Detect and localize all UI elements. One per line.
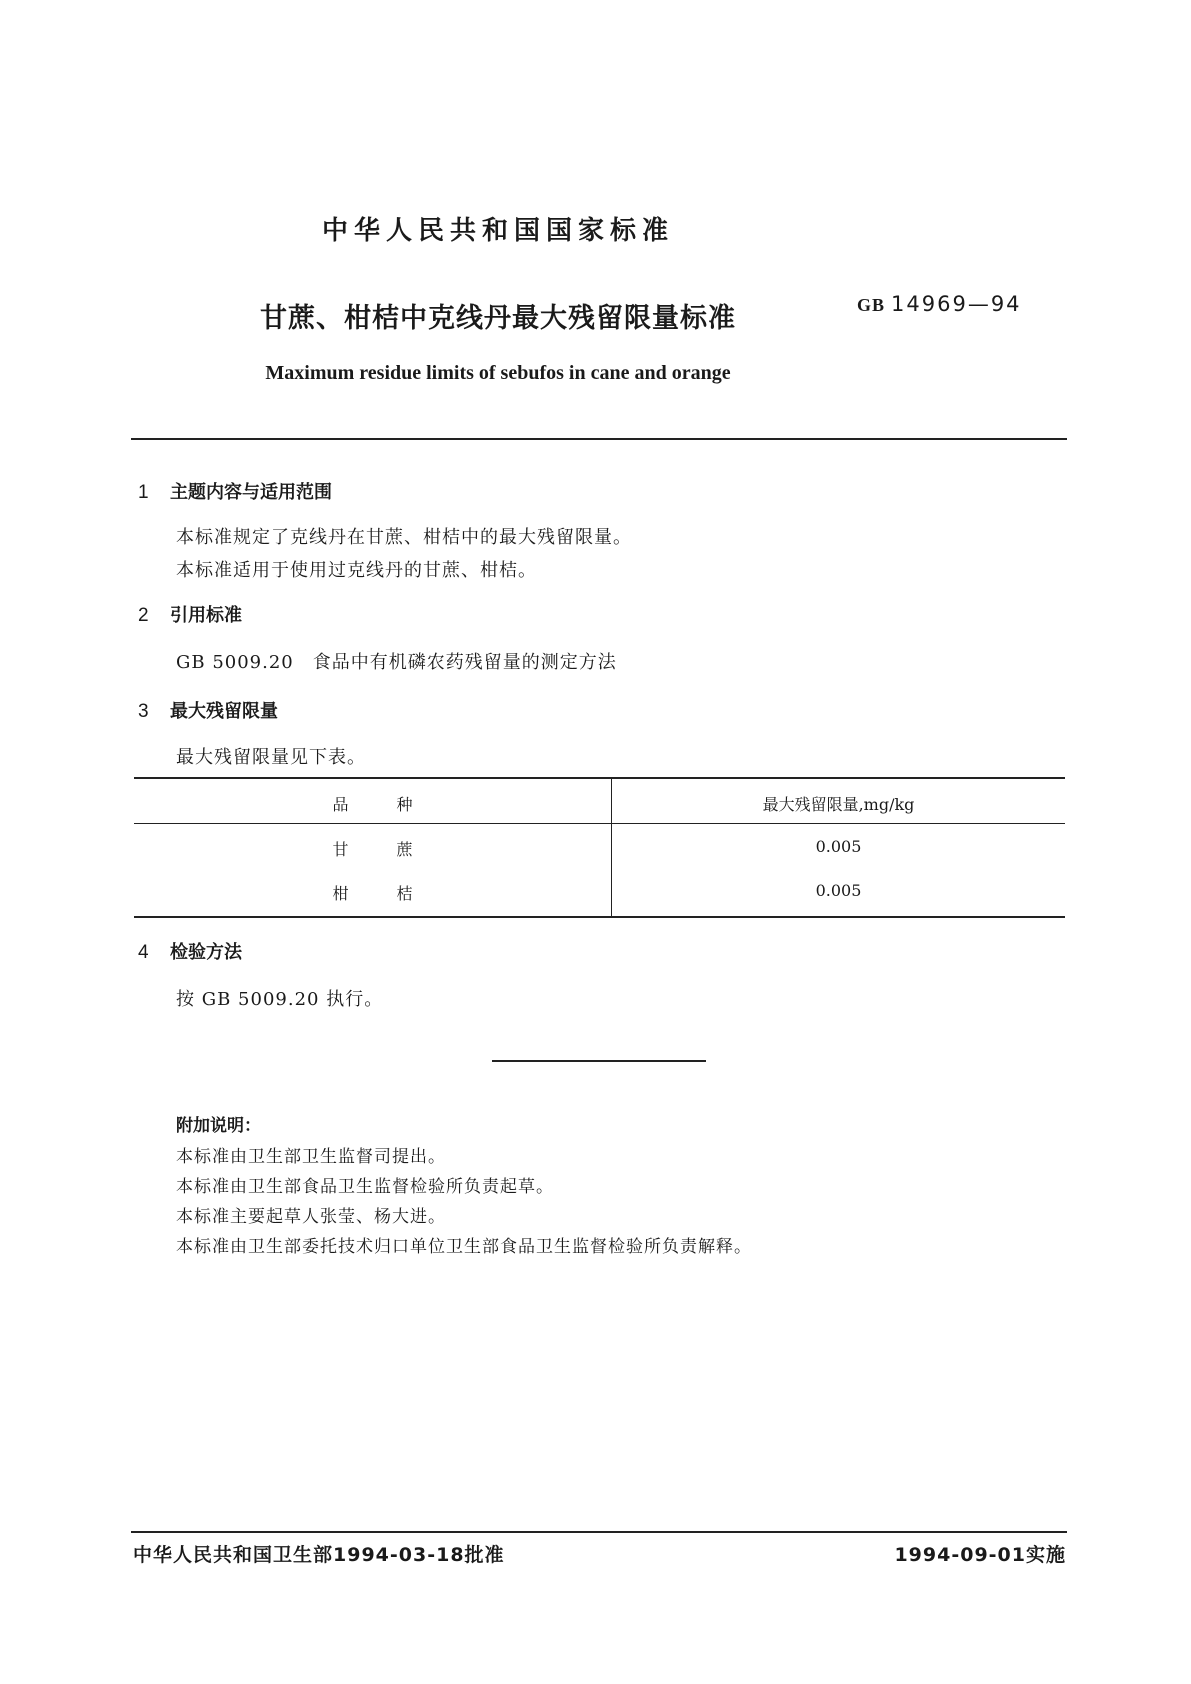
- table-header-variety: 品种: [332, 795, 461, 814]
- table-row-1-limit: 0.005: [815, 837, 862, 856]
- section-1-paragraph-1: 本标准规定了克线丹在甘蔗、柑桔中的最大残留限量。: [176, 527, 632, 548]
- section-number: 1: [138, 482, 149, 503]
- residue-limits-table: [134, 777, 1065, 918]
- standard-code-number: 14969—94: [891, 292, 1022, 316]
- table-header-limit: 最大残留限量,mg/kg: [762, 795, 915, 814]
- approval-date: 中华人民共和国卫生部1994-03-18批准: [133, 1544, 505, 1566]
- table-row-2-limit: 0.005: [815, 881, 862, 900]
- note-line-4: 本标准由卫生部委托技术归口单位卫生部食品卫生监督检验所负责解释。: [176, 1237, 752, 1257]
- table-row-2-variety: 柑桔: [332, 884, 461, 903]
- note-line-1: 本标准由卫生部卫生监督司提出。: [176, 1147, 446, 1167]
- section-3-paragraph-1: 最大残留限量见下表。: [176, 747, 366, 768]
- implementation-date: 1994-09-01实施: [894, 1544, 1066, 1566]
- section-title: 引用标准: [170, 605, 242, 626]
- section-1-heading: [138, 478, 332, 504]
- standard-title: 甘蔗、柑桔中克线丹最大残留限量标准: [260, 303, 736, 334]
- section-number: 2: [138, 605, 149, 626]
- section-1-paragraph-2: 本标准适用于使用过克线丹的甘蔗、柑桔。: [176, 560, 537, 581]
- section-number: 4: [138, 942, 149, 963]
- standard-code-prefix: GB: [857, 295, 886, 315]
- section-4-paragraph-1: 按 GB 5009.20 执行。: [176, 989, 384, 1010]
- english-title: Maximum residue limits of sebufos in cane and orange: [265, 362, 731, 384]
- table-header-divider: [134, 823, 1065, 824]
- note-line-2: 本标准由卫生部食品卫生监督检验所负责起草。: [176, 1177, 554, 1197]
- section-2-heading: [138, 601, 242, 627]
- section-title: 检验方法: [170, 942, 242, 963]
- national-standard-title: 中华人民共和国国家标准: [321, 216, 674, 246]
- section-2-paragraph-1: GB 5009.20 食品中有机磷农药残留量的测定方法: [176, 652, 617, 673]
- additional-notes-title: 附加说明：: [176, 1116, 261, 1136]
- section-4-heading: [138, 938, 242, 964]
- section-3-heading: [138, 697, 278, 723]
- section-title: 主题内容与适用范围: [170, 482, 332, 503]
- section-title: 最大残留限量: [170, 701, 278, 722]
- end-of-text-divider: [492, 1060, 706, 1062]
- footer-divider: [131, 1531, 1067, 1533]
- section-number: 3: [138, 701, 149, 722]
- note-line-3: 本标准主要起草人张莹、杨大进。: [176, 1207, 446, 1227]
- standard-code: [857, 292, 1022, 316]
- table-row-1-variety: 甘蔗: [332, 840, 461, 859]
- header-divider: [131, 438, 1067, 440]
